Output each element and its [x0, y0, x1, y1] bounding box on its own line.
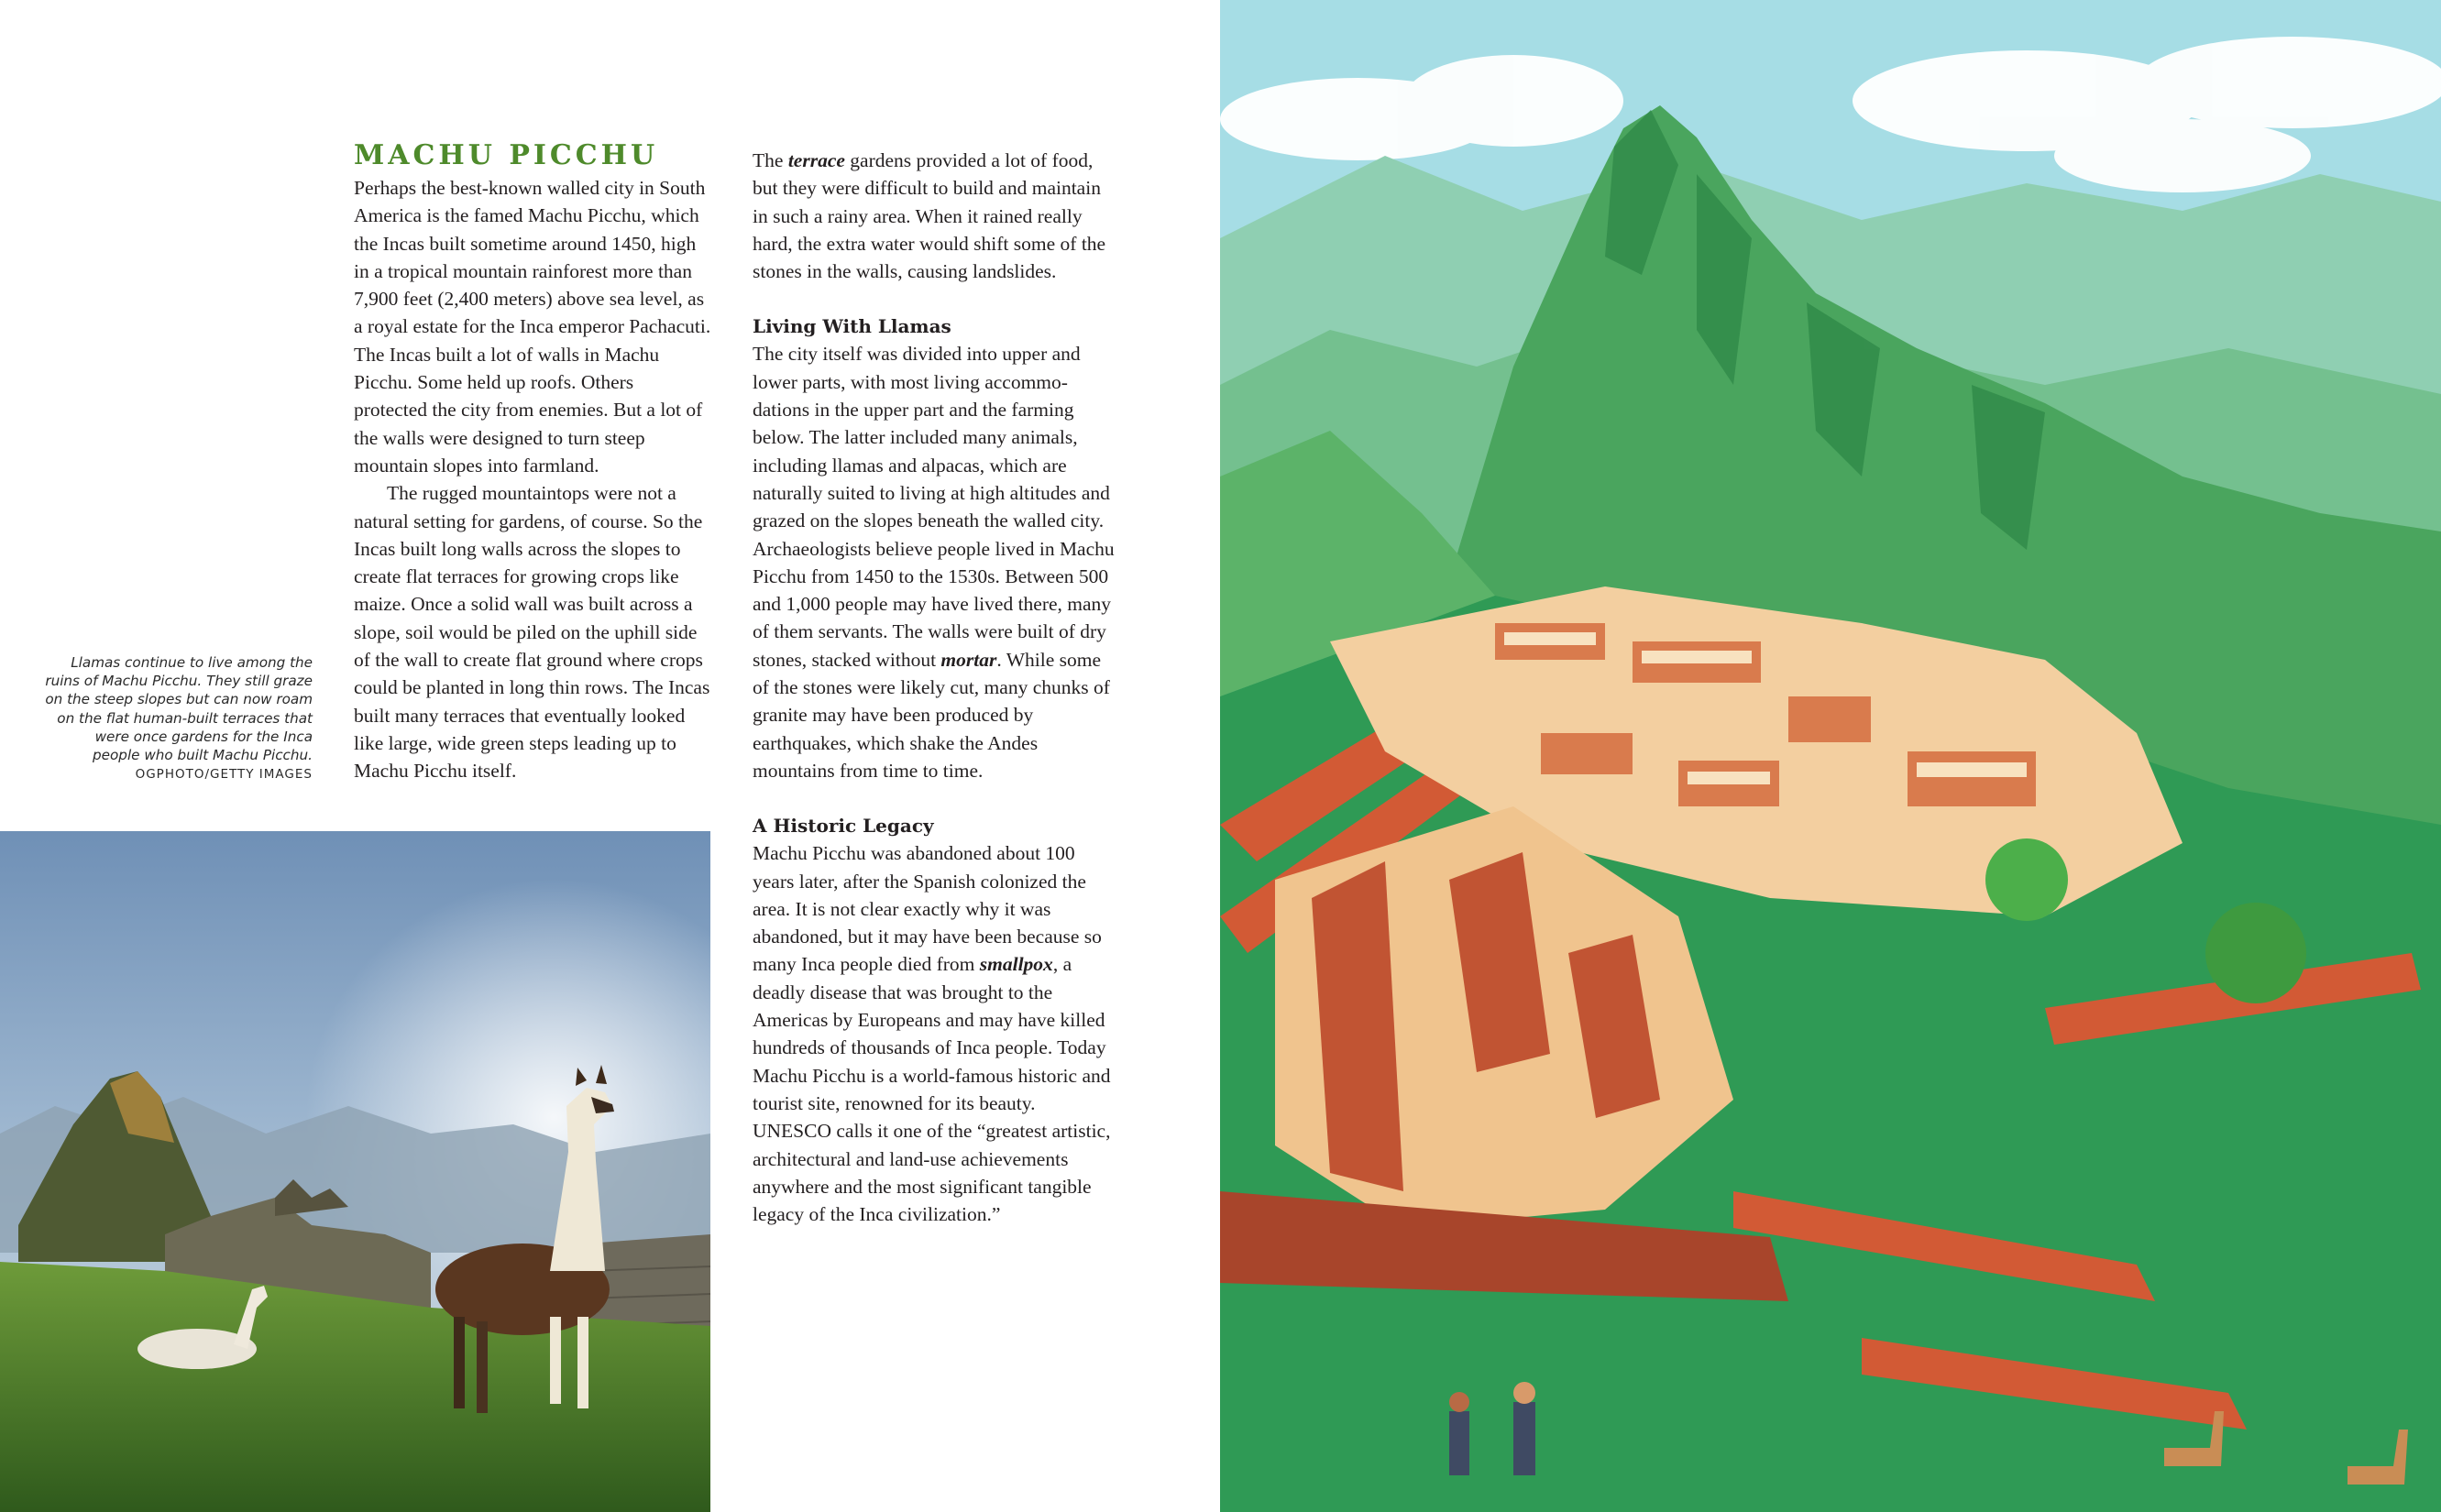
- machu-picchu-illustration: [1220, 0, 2441, 1512]
- llama-photo: [0, 831, 710, 1512]
- subheading: A Historic Legacy: [753, 815, 934, 838]
- photo-credit: OGPHOTO/GETTY IMAGES: [135, 767, 313, 783]
- body-paragraph: The rugged mountaintops were not a natural setting for gardens, of course. So the Incas built long walls across the slopes to create flat terraces for growing crops like maize. Once a solid wall was built across a slope, soil would be piled on the uphill side of the wall to create flat ground where crops could be planted in long thin rows. The Incas built many terraces that eventually looked like large, wide green steps leading up to Machu Picchu itself.: [354, 482, 710, 783]
- text-column-left: [354, 174, 711, 785]
- body-paragraph: The city itself was divided into upper and lower parts, with most living accommodations in the upper part and the farming below. The latter included many animals, including llamas and alpacas, which are naturally suited to living at high altitudes and grazed on the slopes beneath the walled city. Archaeologists believe people lived in Machu Picchu from 1450 to the 1530s. Between 500 and 1,000 people may have lived there, many of them servants. The walls were built of dry stones, stacked without mortar. While some of the stones were likely cut, many chunks of granite may have been produced by earthquakes, which shake the Andes mountains from time to time.: [753, 343, 1115, 782]
- photo-caption: [44, 653, 313, 783]
- section-heading: MACHU PICCHU: [354, 139, 659, 171]
- glossary-term: smallpox: [979, 953, 1053, 976]
- caption-text: Llamas continue to live among the ruins of Machu Picchu. They still graze on the steep slopes but can now roam on the flat human-built terraces that were once gardens for the Inca people who built Machu Picchu.: [45, 654, 313, 764]
- text-column-right: [753, 147, 1117, 1228]
- body-paragraph: Machu Picchu was abandoned about 100 years later, after the Spanish colonized the area. It is not clear exactly why it was abandoned, but it may have been because so many Inca people died from smallpox, a deadly disease that was brought to the Americas by Europeans and may have killed hundreds of thousands of Inca people. Today Machu Picchu is a world-famous historic and tourist site, renowned for its beauty. UNESCO calls it one of the “greatest artistic, architectural and land-use achievements anywhere and the most significant tangible legacy of the Inca civilization.”: [753, 842, 1111, 1226]
- subheading: Living With Llamas: [753, 315, 951, 338]
- body-paragraph: The terrace gardens provided a lot of food, but they were difficult to build and maintain in such a rainy area. When it rained really hard, the extra water would shift some of the stones in the walls, causing landslides.: [753, 149, 1106, 283]
- body-paragraph: Perhaps the best-known walled city in South America is the famed Machu Picchu, which the Incas built sometime around 1450, high in a tropical mountain rainforest more than 7,900 feet (2,400 meters) above sea level, as a royal estate for the Inca emperor Pachacuti. The Incas built a lot of walls in Machu Picchu. Some held up roofs. Others protected the city from enemies. But a lot of the walls were designed to turn steep mountain slopes into farmland.: [354, 177, 711, 477]
- glossary-term: mortar: [940, 648, 997, 671]
- glossary-term: terrace: [787, 149, 845, 171]
